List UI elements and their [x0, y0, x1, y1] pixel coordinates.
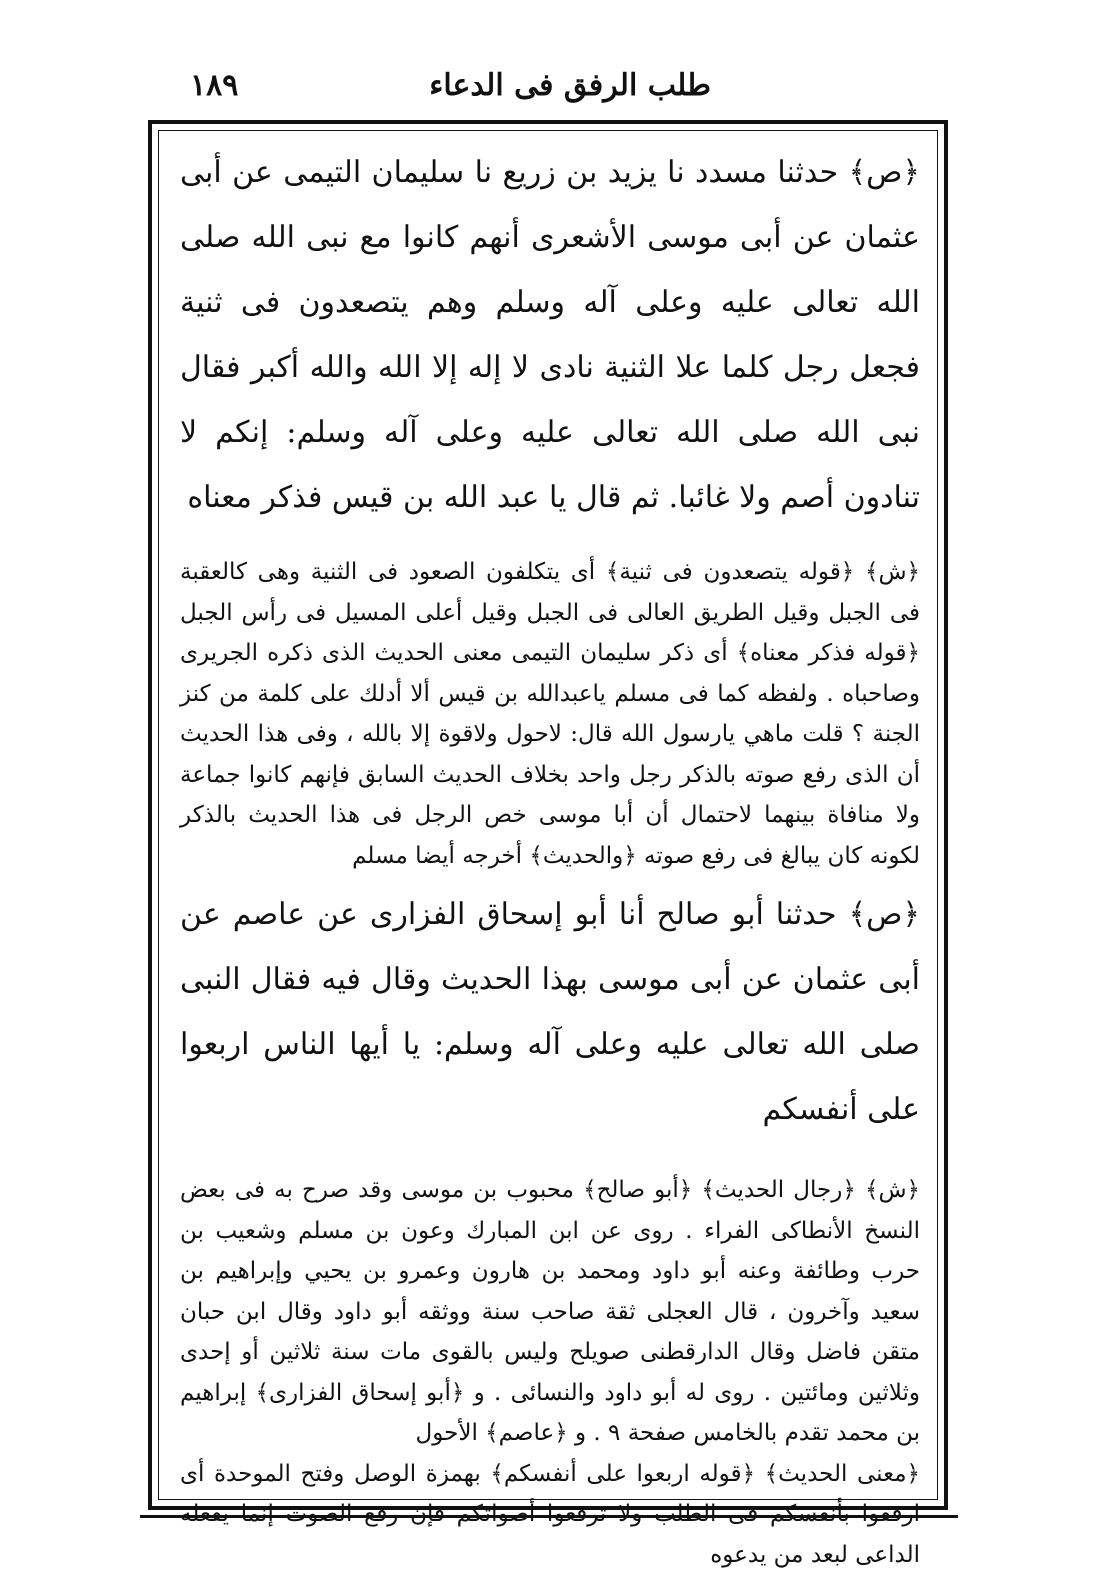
hadith-text-block: ﴿ص﴾ حدثنا أبو صالح أنا أبو إسحاق الفزارى عن عاصم عن أبى عثمان عن أبى موسى بهذا الحديث وقال فيه فقال النبى صلى الله تعالى عليه وعلى آله وسلم: يا أيها الناس اربعوا على أنفسكم [180, 882, 920, 1142]
commentary-block: ﴿معنى الحديث﴾ ﴿قوله اربعوا على أنفسكم﴾ بهمزة الوصل وفتح الموحدة أى ارفقوا بأنفسكم فى الطلب ولا ترفعوا أصواتكم فإن رفع الصوت إنما يفعله الداعى لبعد من يدعوه [180, 1454, 920, 1575]
bottom-rule [140, 1515, 958, 1518]
page-number: ١٨٩ [190, 68, 238, 103]
commentary-block: ﴿ش﴾ ﴿قوله يتصعدون فى ثنية﴾ أى يتكلفون الصعود فى الثنية وهى كالعقبة فى الجبل وقيل الطريق العالى فى الجبل وقيل أعلى المسيل فى رأس الجبل ﴿قوله فذكر معناه﴾ أى ذكر سليمان التيمى معنى الحديث الذى ذكره الجريرى وصاحباه . ولفظه كما فى مسلم ياعبدالله بن قيس ألا أدلك على كلمة من كنز الجنة ؟ قلت ماهي يارسول الله قال: لاحول ولاقوة إلا بالله ، وفى هذا الحديث أن الذى رفع صوته بالذكر رجل واحد بخلاف الحديث السابق فإنهم كانوا جماعة ولا منافاة بينهما لاحتمال أن أبا موسى خص الرجل فى هذا الحديث بالذكر لكونه كان يبالغ فى رفع صوته ﴿والحديث﴾ أخرجه أيضا مسلم [180, 552, 920, 876]
page-header [0, 0, 1106, 120]
running-title: طلب الرفق فى الدعاء [429, 68, 711, 103]
commentary-block: ﴿ش﴾ ﴿رجال الحديث﴾ ﴿أبو صالح﴾ محبوب بن موسى وقد صرح به فى بعض النسخ الأنطاكى الفراء . روى عن ابن المبارك وعون بن مسلم وشعيب بن حرب وطائفة وعنه أبو داود ومحمد بن هارون وعمرو بن يحيي وإبراهيم بن سعيد وآخرون ، قال العجلى ثقة صاحب سنة ووثقه أبو داود وقال ابن حبان متقن فاضل وقال الدارقطنى صويلح وليس بالقوى مات سنة ثلاثين أو إحدى وثلاثين ومائتين . روى له أبو داود والنسائى . و ﴿أبو إسحاق الفزارى﴾ إبراهيم بن محمد تقدم بالخامس صفحة ٩ . و ﴿عاصم﴾ الأحول [180, 1170, 920, 1454]
hadith-text-block: ﴿ص﴾ حدثنا مسدد نا يزيد بن زريع نا سليمان التيمى عن أبى عثمان عن أبى موسى الأشعرى أنهم كانوا مع نبى الله صلى الله تعالى عليه وعلى آله وسلم وهم يتصعدون فى ثنية فجعل رجل كلما علا الثنية نادى لا إله إلا الله والله أكبر فقال نبى الله صلى الله تعالى عليه وعلى آله وسلم: إنكم لا تنادون أصم ولا غائبا. ثم قال يا عبد الله بن قيس فذكر معناه [180, 140, 920, 530]
page-body [180, 130, 920, 1575]
